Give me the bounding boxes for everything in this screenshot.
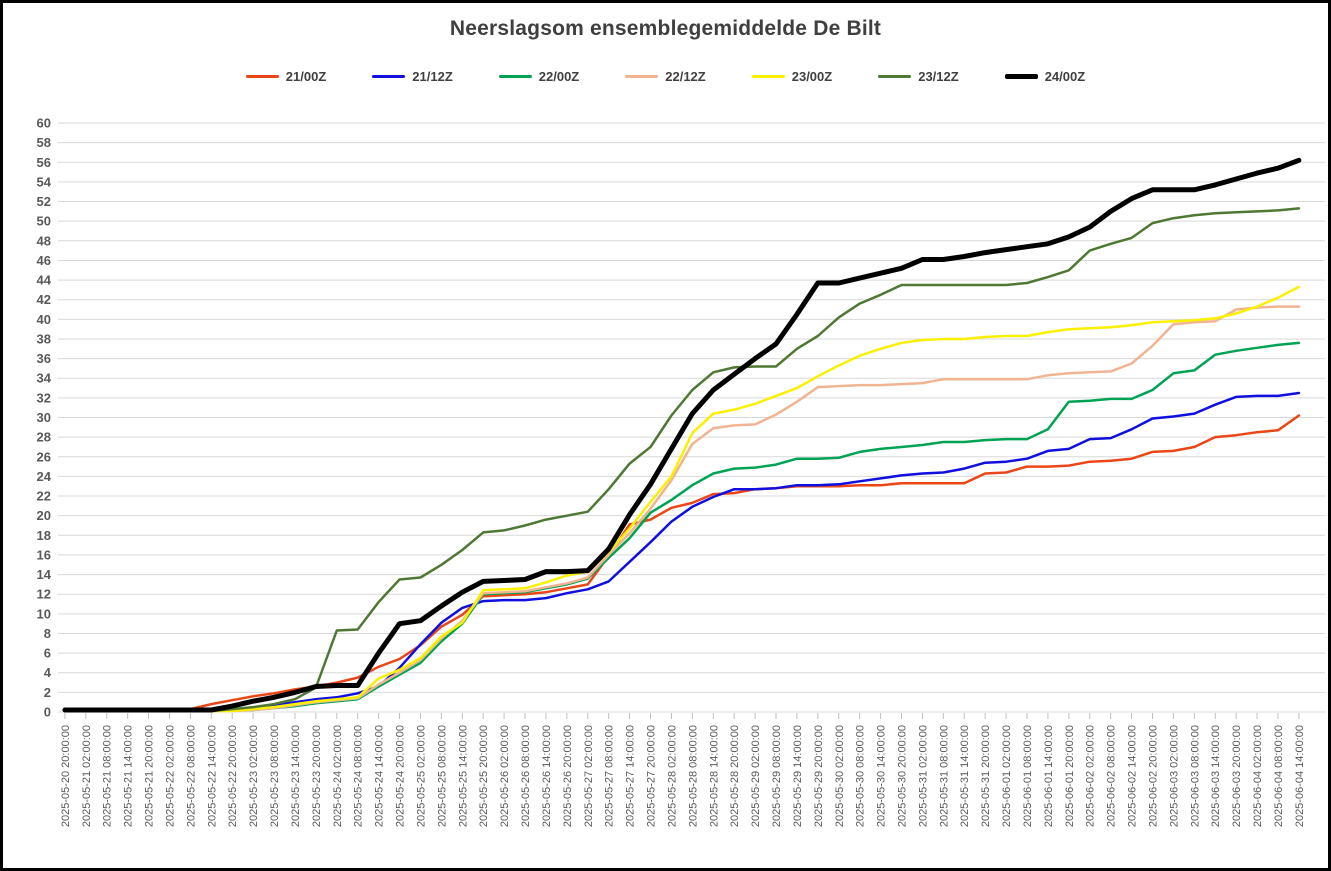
x-axis-tick-label: 2025-05-24 14:00:00 — [373, 725, 386, 828]
y-axis-tick-label: 36 — [36, 351, 51, 367]
x-axis-tick-label: 2025-06-03 08:00:00 — [1189, 725, 1202, 828]
x-axis-tick-label: 2025-05-25 20:00:00 — [478, 725, 491, 828]
x-axis-tick-label: 2025-05-30 20:00:00 — [896, 725, 909, 828]
x-axis-tick-label: 2025-05-21 08:00:00 — [101, 725, 114, 828]
x-axis-tick-label: 2025-06-01 08:00:00 — [1021, 725, 1034, 828]
x-axis-tick-label: 2025-06-02 02:00:00 — [1084, 725, 1097, 828]
x-axis-tick-label: 2025-05-23 14:00:00 — [289, 725, 302, 828]
x-axis-tick-label: 2025-05-23 20:00:00 — [310, 725, 323, 828]
x-axis-tick-label: 2025-06-04 02:00:00 — [1252, 725, 1265, 828]
x-axis-tick-label: 2025-05-25 14:00:00 — [457, 725, 470, 828]
y-axis-tick-label: 42 — [36, 292, 51, 308]
x-axis-tick-label: 2025-06-03 20:00:00 — [1231, 725, 1244, 828]
x-axis-tick-label: 2025-05-30 02:00:00 — [833, 725, 846, 828]
y-axis-tick-label: 46 — [36, 252, 51, 268]
chart-legend — [3, 69, 1328, 84]
x-axis-tick-label: 2025-05-26 20:00:00 — [561, 725, 574, 828]
chart-title: Neerslagsom ensemblegemiddelde De Bilt — [449, 17, 882, 40]
y-axis-tick-label: 22 — [36, 488, 51, 504]
x-axis-tick-label: 2025-05-31 20:00:00 — [980, 724, 993, 828]
y-axis-tick-label: 38 — [36, 331, 51, 347]
y-axis-tick-label: 40 — [36, 311, 51, 327]
x-axis-tick-label: 2025-06-03 14:00:00 — [1210, 725, 1223, 828]
legend-label: 22/12Z — [665, 69, 706, 84]
y-axis-tick-label: 4 — [43, 665, 51, 681]
x-axis-tick-label: 2025-05-30 14:00:00 — [875, 725, 888, 828]
x-axis-tick-label: 2025-05-25 08:00:00 — [436, 725, 449, 828]
legend-swatch-24-00Z — [1005, 74, 1038, 79]
x-axis-tick-label: 2025-06-01 14:00:00 — [1042, 725, 1055, 828]
x-axis-tick-label: 2025-06-03 02:00:00 — [1168, 725, 1181, 828]
y-axis-tick-label: 14 — [36, 567, 51, 583]
x-axis-tick-label: 2025-05-24 08:00:00 — [352, 725, 365, 828]
legend-item-22-12Z — [625, 69, 705, 84]
y-axis-tick-label: 32 — [36, 390, 51, 406]
y-axis-tick-label: 48 — [36, 233, 51, 249]
y-axis-tick-label: 0 — [43, 704, 51, 720]
x-axis-tick-label: 2025-05-27 02:00:00 — [582, 725, 595, 828]
x-axis-tick-label: 2025-05-26 08:00:00 — [520, 725, 533, 828]
y-axis-tick-label: 16 — [36, 547, 51, 563]
x-axis-tick-label: 2025-05-28 02:00:00 — [666, 725, 679, 828]
x-axis-tick-label: 2025-05-21 14:00:00 — [122, 725, 135, 828]
y-axis-tick-label: 60 — [36, 115, 51, 131]
legend-swatch-21-00Z — [246, 75, 279, 78]
legend-swatch-23-00Z — [752, 75, 785, 78]
x-axis-tick-label: 2025-05-22 02:00:00 — [164, 725, 177, 828]
x-axis-tick-label: 2025-05-22 08:00:00 — [185, 725, 198, 828]
x-axis-tick-label: 2025-05-28 08:00:00 — [687, 725, 700, 828]
x-axis-tick-label: 2025-05-24 20:00:00 — [394, 725, 407, 828]
x-axis-tick-label: 2025-05-21 20:00:00 — [143, 725, 156, 828]
x-axis-tick-label: 2025-05-27 08:00:00 — [603, 725, 616, 828]
x-axis-tick-label: 2025-06-01 20:00:00 — [1063, 725, 1076, 828]
y-axis-tick-label: 58 — [36, 135, 51, 151]
y-axis-tick-label: 18 — [36, 527, 51, 543]
legend-item-23-00Z — [752, 69, 832, 84]
y-axis-tick-label: 2 — [43, 684, 51, 700]
legend-item-21-12Z — [372, 69, 452, 84]
x-axis-tick-label: 2025-05-27 20:00:00 — [645, 725, 658, 828]
x-axis-tick-label: 2025-05-23 02:00:00 — [248, 725, 261, 828]
legend-label: 21/12Z — [412, 69, 453, 84]
legend-label: 23/00Z — [791, 69, 833, 84]
y-axis-tick-label: 12 — [36, 586, 51, 602]
x-axis-tick-label: 2025-05-21 02:00:00 — [80, 725, 93, 828]
legend-swatch-21-12Z — [372, 75, 405, 78]
x-axis-tick-label: 2025-05-29 20:00:00 — [812, 725, 825, 828]
y-axis-tick-label: 6 — [43, 645, 51, 661]
y-axis-tick-label: 54 — [36, 174, 51, 190]
series-line-21-12Z — [65, 393, 1299, 711]
y-axis-tick-label: 20 — [36, 508, 51, 524]
y-axis-tick-label: 50 — [36, 213, 51, 229]
x-axis-tick-label: 2025-05-22 14:00:00 — [206, 725, 219, 828]
y-axis-tick-label: 10 — [36, 606, 51, 622]
series-line-23-00Z — [65, 287, 1299, 711]
legend-swatch-22-00Z — [499, 75, 532, 78]
legend-label: 23/12Z — [918, 69, 959, 84]
y-axis-tick-label: 24 — [36, 468, 51, 484]
legend-item-24-00Z — [1005, 69, 1085, 84]
legend-label: 21/00Z — [285, 69, 327, 84]
x-axis-tick-label: 2025-05-30 08:00:00 — [854, 725, 867, 828]
x-axis-tick-label: 2025-05-29 14:00:00 — [791, 725, 804, 828]
legend-item-22-00Z — [499, 69, 579, 84]
x-axis-tick-label: 2025-05-22 20:00:00 — [227, 725, 240, 828]
precipitation-line-chart — [3, 3, 1331, 871]
x-axis-tick-label: 2025-05-31 08:00:00 — [938, 725, 951, 828]
y-axis-tick-label: 30 — [36, 410, 51, 426]
legend-item-23-12Z — [878, 69, 958, 84]
x-axis-tick-label: 2025-06-02 08:00:00 — [1105, 725, 1118, 828]
x-axis-tick-label: 2025-05-27 14:00:00 — [624, 725, 637, 828]
y-axis-tick-label: 26 — [36, 449, 51, 465]
legend-item-21-00Z — [246, 69, 326, 84]
x-axis-tick-label: 2025-05-20 20:00:00 — [59, 725, 72, 828]
x-axis-tick-label: 2025-05-29 02:00:00 — [750, 725, 763, 828]
y-axis-tick-label: 44 — [36, 272, 51, 288]
x-axis-tick-label: 2025-06-02 14:00:00 — [1126, 725, 1139, 828]
legend-label: 22/00Z — [538, 69, 580, 84]
x-axis-tick-label: 2025-05-26 02:00:00 — [499, 725, 512, 828]
y-axis-tick-label: 34 — [36, 370, 51, 386]
x-axis-tick-label: 2025-05-25 02:00:00 — [415, 725, 428, 828]
legend-swatch-22-12Z — [625, 75, 658, 78]
x-axis-tick-label: 2025-05-24 02:00:00 — [331, 725, 344, 828]
x-axis-tick-label: 2025-05-31 14:00:00 — [959, 725, 972, 828]
series-line-22-12Z — [65, 307, 1299, 711]
x-axis-tick-label: 2025-06-02 20:00:00 — [1147, 725, 1160, 828]
legend-label: 24/00Z — [1044, 69, 1086, 84]
legend-swatch-23-12Z — [878, 75, 911, 78]
x-axis-tick-label: 2025-05-26 14:00:00 — [540, 725, 553, 828]
x-axis-tick-label: 2025-06-04 08:00:00 — [1272, 725, 1285, 828]
x-axis-tick-label: 2025-06-04 14:00:00 — [1293, 725, 1306, 828]
y-axis-tick-label: 52 — [36, 194, 51, 210]
x-axis-tick-label: 2025-06-01 02:00:00 — [1001, 724, 1014, 828]
x-axis-tick-label: 2025-05-23 08:00:00 — [269, 725, 282, 828]
x-axis-tick-label: 2025-05-28 14:00:00 — [708, 725, 721, 828]
x-axis-tick-label: 2025-05-31 02:00:00 — [917, 725, 930, 828]
x-axis-tick-label: 2025-05-28 20:00:00 — [729, 725, 742, 828]
y-axis-tick-label: 8 — [43, 625, 51, 641]
y-axis-tick-label: 56 — [36, 154, 51, 170]
x-axis-tick-label: 2025-05-29 08:00:00 — [771, 725, 784, 828]
y-axis-tick-label: 28 — [36, 429, 51, 445]
